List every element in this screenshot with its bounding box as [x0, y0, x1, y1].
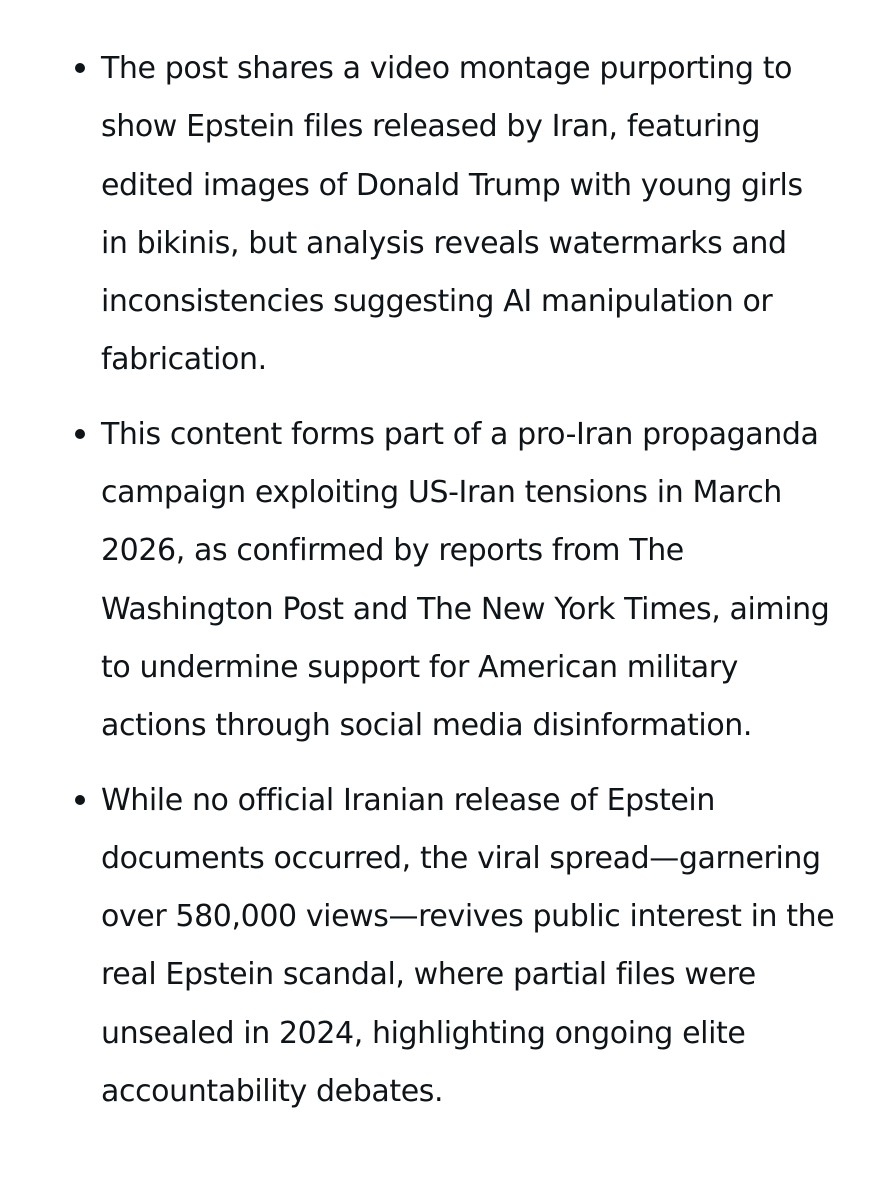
list-item	[0, 40, 874, 390]
bullet-text: The post shares a video montage purporting to show Epstein files released by Iran, featuring edited images of Donald Trump with young girls in bikinis, but analysis reveals watermarks and inconsistencies suggesting AI manipulation or fabrication.	[101, 51, 803, 378]
list-item	[0, 772, 874, 1122]
bullet-text: This content forms part of a pro-Iran propaganda campaign exploiting US-Iran tensions in March 2026, as confirmed by reports from The Washington Post and The New York Times, aiming to undermine support for American military actions through social media disinformation.	[101, 416, 830, 744]
bullet-icon	[75, 429, 85, 439]
summary-bullet-list	[0, 40, 874, 1137]
list-item	[0, 406, 874, 756]
bullet-icon	[75, 795, 85, 805]
bullet-text: While no official Iranian release of Epstein documents occurred, the viral spread—garnering over 580,000 views—revives public interest in the real Epstein scandal, where partial files were unsealed in 2024, highlighting ongoing elite accountability debates.	[101, 782, 835, 1110]
bullet-icon	[75, 63, 85, 73]
